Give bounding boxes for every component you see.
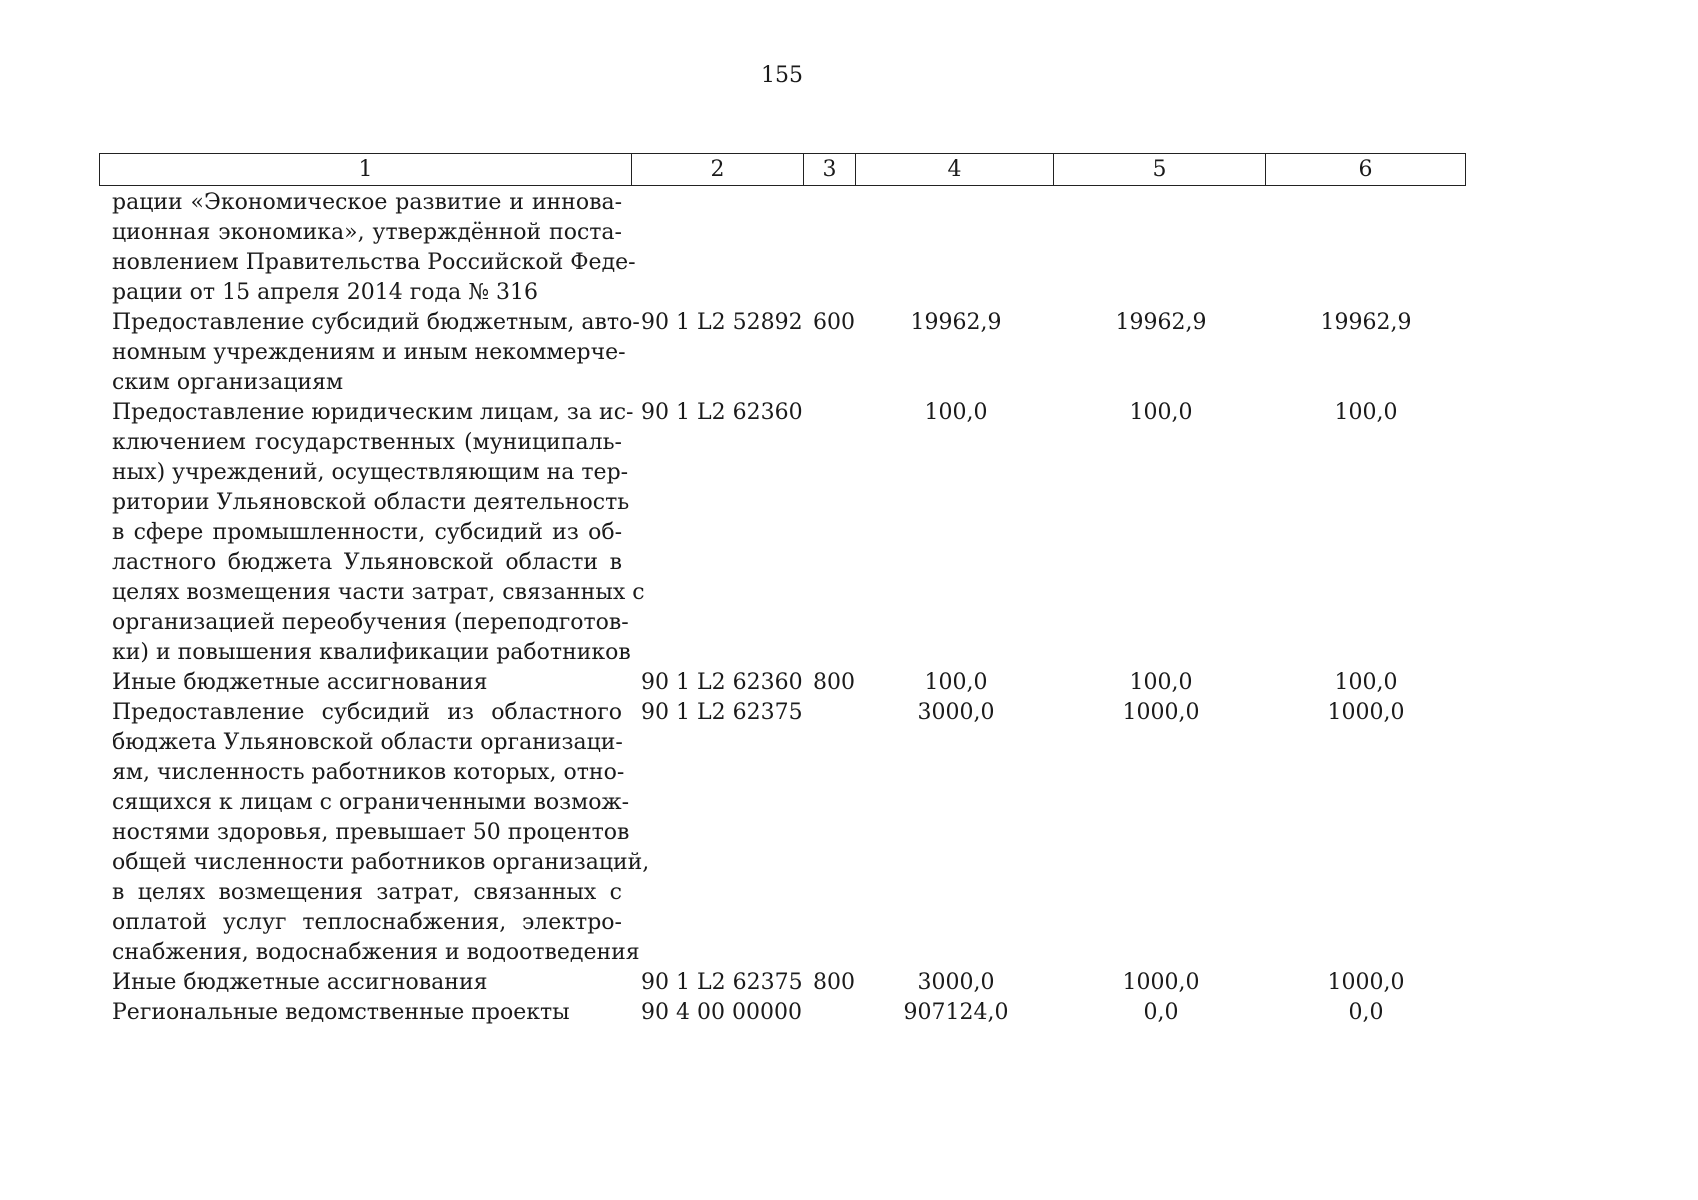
description-line: Иные бюджетные ассигнования [112,970,488,995]
row-value-col4: 3000,0 [917,970,995,995]
row-expense-type: 800 [813,970,855,995]
column-header-4: 4 [856,154,1054,186]
row-value-col5: 19962,9 [1115,310,1207,335]
row-description [112,398,645,668]
description-line: организацией переобучения (переподготов- [112,610,629,635]
description-line: ритории Ульяновской области деятельность [112,490,630,515]
row-value-col6: 100,0 [1334,670,1398,695]
row-code: 90 1 L2 62360 [641,400,803,425]
row-code: 90 4 00 00000 [641,1000,802,1025]
column-header-5: 5 [1054,154,1266,186]
row-description [112,698,650,968]
description-line: в целях возмещения затрат, связанных с [112,880,622,905]
description-line: ностями здоровья, превышает 50 процентов [112,820,630,845]
row-expense-type: 600 [813,310,855,335]
description-line: целях возмещения части затрат, связанных с [112,580,645,605]
description-line: общей численности работников организаций, [112,850,650,875]
column-header-table [99,153,1466,186]
description-line: рации от 15 апреля 2014 года № 316 [112,280,539,305]
row-value-col6: 100,0 [1334,400,1398,425]
row-value-col6: 19962,9 [1320,310,1412,335]
row-value-col6: 1000,0 [1327,700,1405,725]
description-line: ки) и повышения квалификации работников [112,640,631,665]
row-description [112,308,640,398]
description-line: оплатой услуг теплоснабжения, электро- [112,910,622,935]
row-value-col4: 19962,9 [910,310,1002,335]
description-line: ям, численность работников которых, отно- [112,760,625,785]
page-number: 155 [761,63,803,88]
row-code: 90 1 L2 62375 [641,970,803,995]
row-value-col4: 907124,0 [903,1000,1009,1025]
description-line: Предоставление юридическим лицам, за ис- [112,400,634,425]
row-code: 90 1 L2 62360 [641,670,803,695]
row-code: 90 1 L2 62375 [641,700,803,725]
row-description [112,998,622,1028]
row-value-col5: 100,0 [1129,400,1193,425]
description-line: Предоставление субсидий из областного [112,700,622,725]
row-value-col4: 100,0 [924,400,988,425]
description-line: бюджета Ульяновской области организаци- [112,730,623,755]
column-header-2: 2 [632,154,804,186]
column-header-3: 3 [804,154,856,186]
row-value-col5: 0,0 [1143,1000,1179,1025]
description-line: рации «Экономическое развитие и иннова- [112,190,622,215]
description-line: ским организациям [112,370,344,395]
description-line: в сфере промышленности, субсидий из об- [112,520,622,545]
row-value-col6: 1000,0 [1327,970,1405,995]
row-value-col6: 0,0 [1348,1000,1384,1025]
row-description [112,188,636,308]
description-line: снабжения, водоснабжения и водоотведения [112,940,640,965]
row-value-col5: 100,0 [1129,670,1193,695]
row-value-col4: 100,0 [924,670,988,695]
row-description [112,668,622,698]
description-line: ластного бюджета Ульяновской области в [112,550,622,575]
description-line: ных) учреждений, осуществляющим на тер- [112,460,629,485]
row-expense-type: 800 [813,670,855,695]
row-value-col4: 3000,0 [917,700,995,725]
column-header-row [100,154,1466,186]
description-line: Иные бюджетные ассигнования [112,670,488,695]
description-line: ключением государственных (муниципаль- [112,430,622,455]
row-description [112,968,622,998]
description-line: Региональные ведомственные проекты [112,1000,570,1025]
description-line: новлением Правительства Российской Феде- [112,250,636,275]
row-code: 90 1 L2 52892 [641,310,803,335]
row-value-col5: 1000,0 [1122,700,1200,725]
column-header-1: 1 [100,154,632,186]
description-line: номным учреждениям и иным некоммерче- [112,340,626,365]
description-line: Предоставление субсидий бюджетным, авто- [112,310,640,335]
column-header-6: 6 [1266,154,1466,186]
description-line: ционная экономика», утверждённой поста- [112,220,622,245]
description-line: сящихся к лицам с ограниченными возмож- [112,790,630,815]
row-value-col5: 1000,0 [1122,970,1200,995]
